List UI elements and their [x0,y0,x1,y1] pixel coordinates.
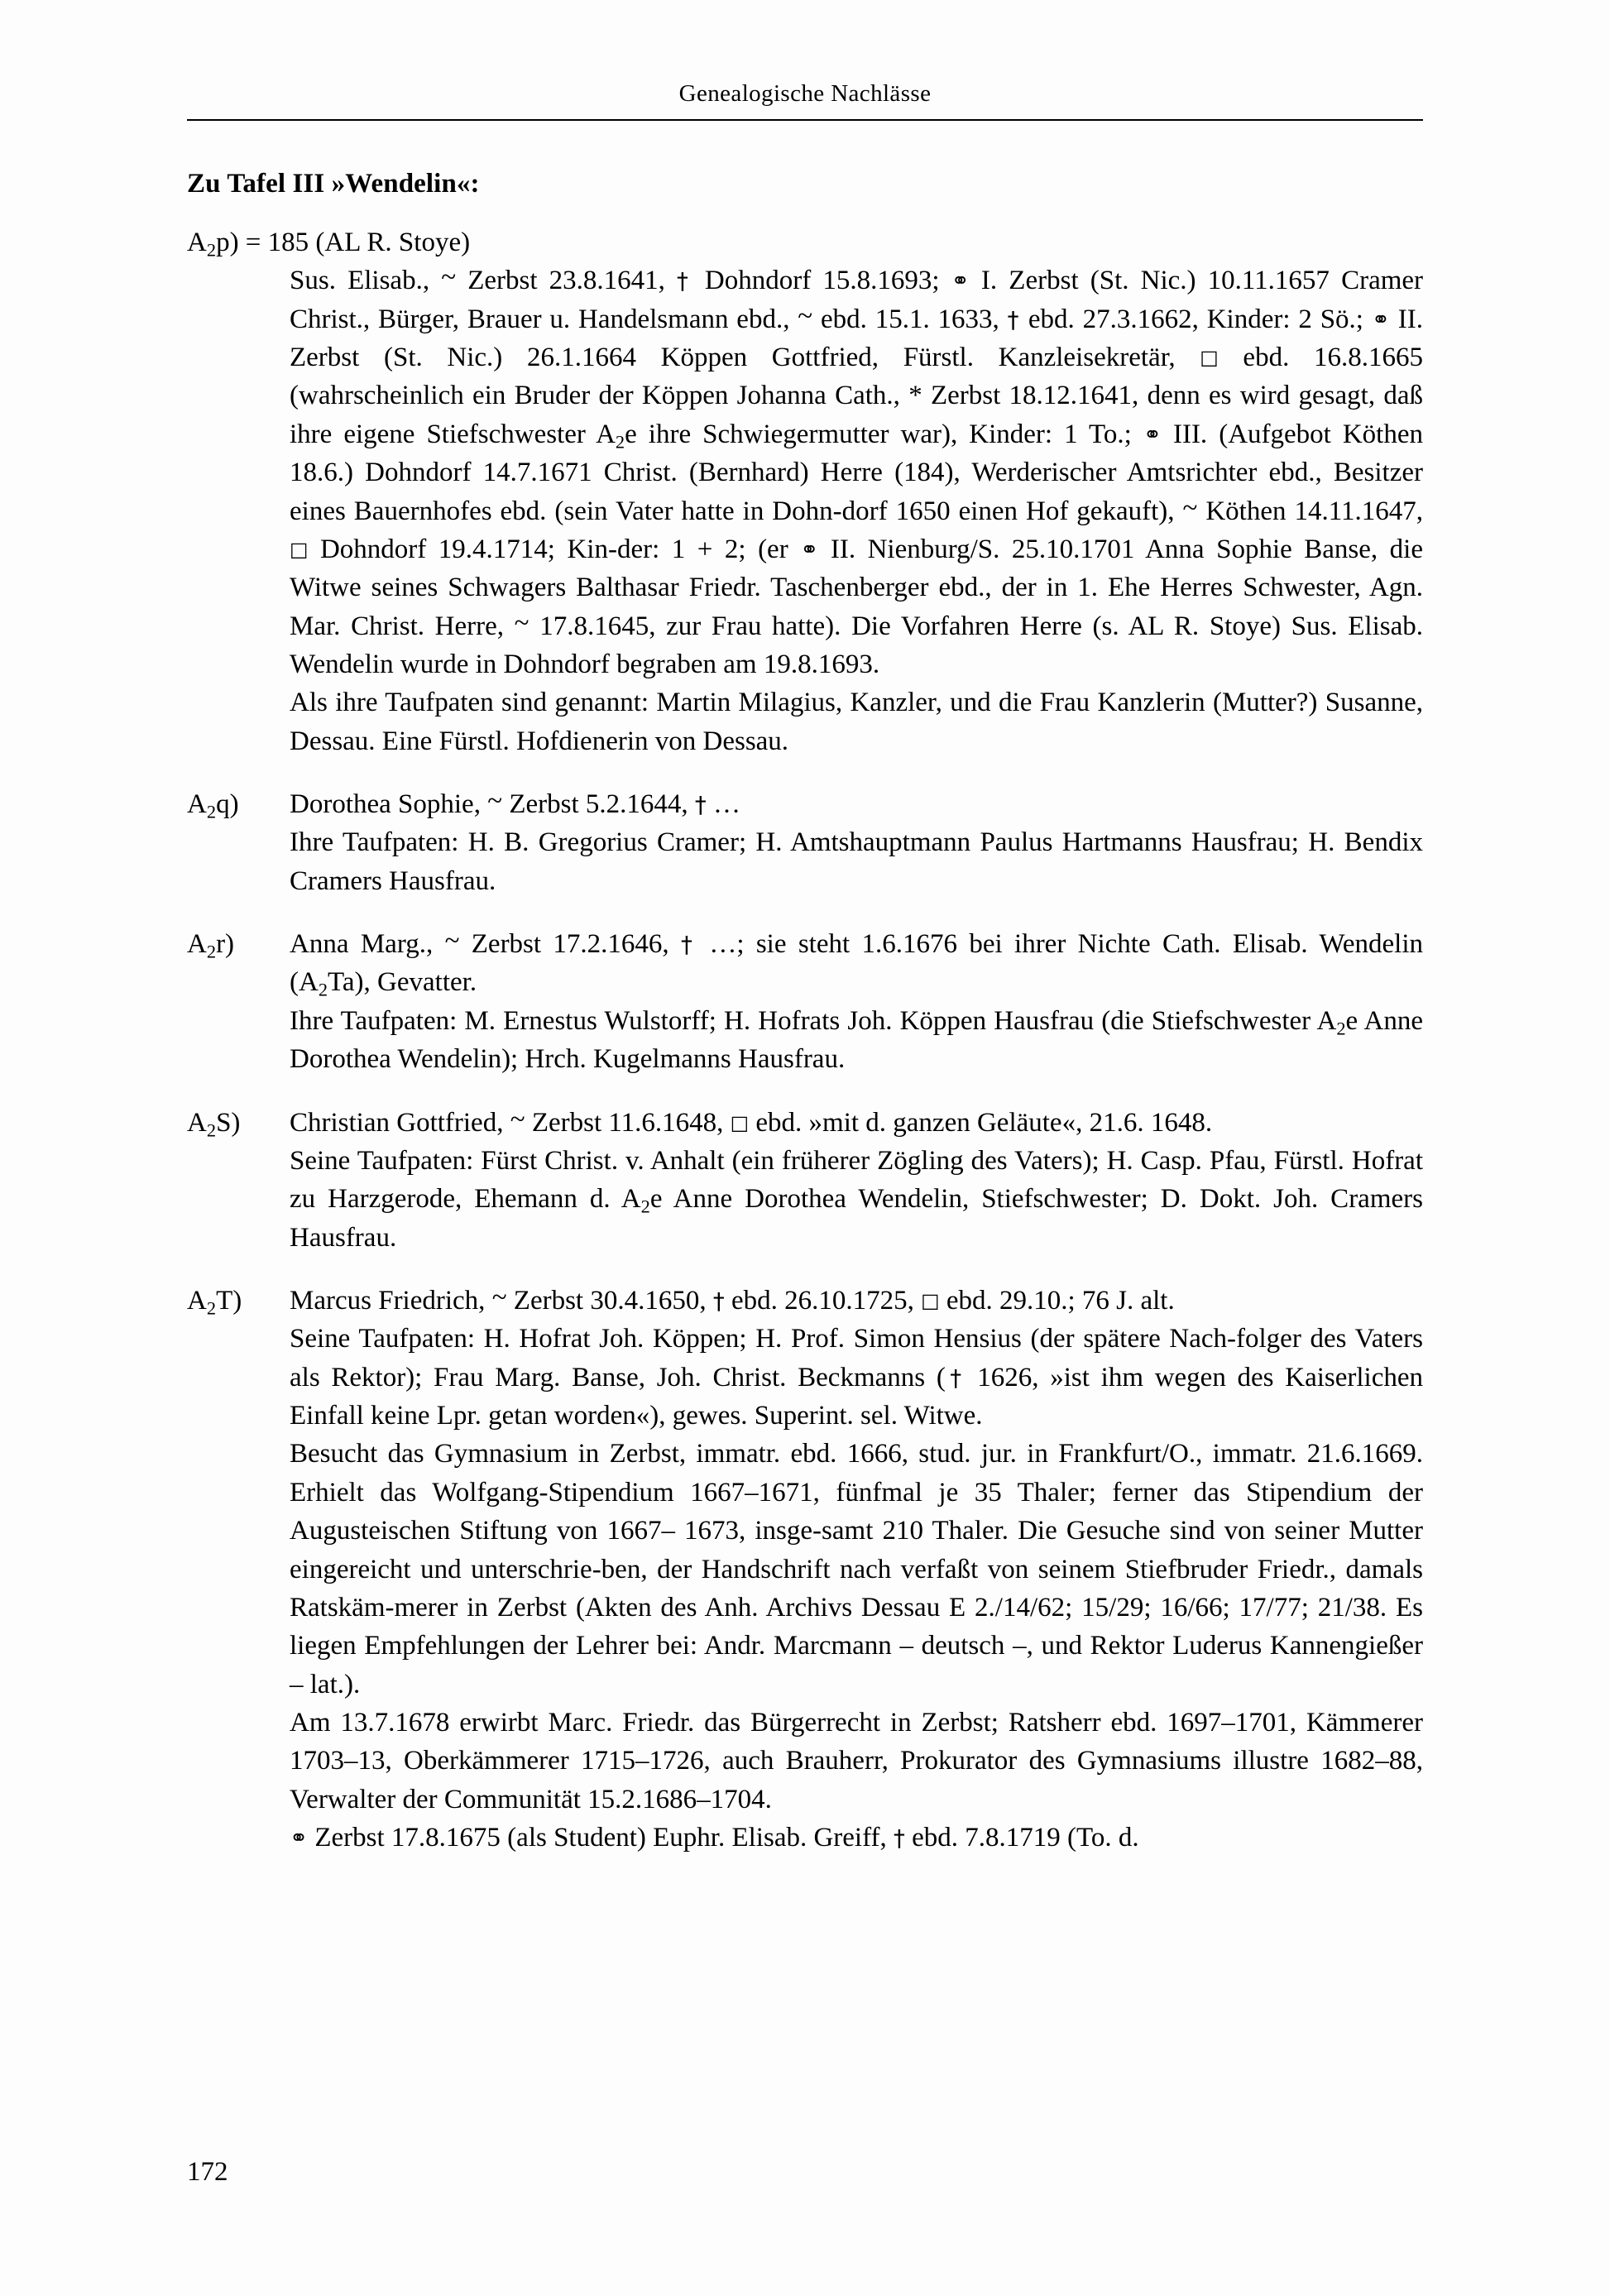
genealogy-symbol: □ [1200,346,1219,370]
entry-spacer [187,1079,1423,1097]
genealogy-symbol: ~ [1182,492,1198,523]
entry-label: $A_2T$) [187,1286,242,1319]
entry-paragraph: Als ihre Taufpaten sind genannt: Martin Milagius, Kanzler, und die Frau Kanzlerin (Mutter?) Susanne, Dessau. Eine Fürstl. Hofdienerin von Dessau. [290,688,1423,756]
genealogy-symbol: † [1007,305,1021,333]
genealogy-symbol: □ [921,1289,940,1313]
genealogy-symbol: ~ [798,300,813,331]
page-number: 172 [187,2157,228,2187]
entry-label: $A_2S$) [187,1107,241,1140]
entry-spacer [187,1257,1423,1275]
subscript-marker: 2 [640,1196,650,1217]
entry-lead-text: Dorothea Sophie, ~ Zerbst 5.2.1644, † … [290,785,1423,823]
genealogy-symbol: † [893,1824,905,1853]
genealogy-symbol: † [945,1364,966,1392]
entry-lead-row [187,1282,1423,1320]
entry-lead-row [187,925,1423,1002]
genealogy-symbol: ⚭ [800,536,819,563]
entry-label: $A_2r$) [187,929,235,962]
subscript-marker: 2 [318,979,328,1000]
entry-lead-row [187,785,1423,823]
subscript-marker: 2 [206,941,217,962]
subscript-marker: 2 [206,1119,217,1140]
running-head: Genealogische Nachlässe [678,80,932,107]
entry-lead-text: Anna Marg., ~ Zerbst 17.2.1646, † …; sie steht 1.6.1676 bei ihrer Nichte Cath. Elisab. Wendelin $(A_2Ta)$, Gevatter. [290,925,1423,1002]
entry-paragraph: Seine Taufpaten: H. Hofrat Joh. Köppen; H. Prof. Simon Hensius (der spätere Nach-folger des Vaters als Rektor); Frau Marg. Banse, Joh. Christ. Beckmanns († 1626, »ist ihm wegen des Kaiserlichen Einfall keine Lpr. getan worden«), gewes. Superint. sel. Witwe. [290,1324,1423,1431]
entry-lead-text: Marcus Friedrich, ~ Zerbst 30.4.1650, † ebd. 26.10.1725, □ ebd. 29.10.; 76 J. alt. [290,1282,1423,1320]
genealogy-symbol: † [677,267,693,295]
genealogy-entry [187,785,1423,918]
genealogy-symbol: ~ [441,262,457,293]
genealogy-entry [187,223,1423,779]
genealogy-symbol: ~ [510,1104,525,1134]
genealogy-symbol: † [712,1287,725,1315]
genealogy-symbol: ⚭ [951,268,970,295]
genealogy-entry [187,925,1423,1096]
entry-paragraph: Besucht das Gymnasium in Zerbst, immatr. ebd. 1666, stud. jur. in Frankfurt/O., immatr. 21.6.1669. Erhielt das Wolfgang-Stipendium 1667–1671, fünfmal je 35 Thaler; ferner das Stipendium der Augusteischen Stiftung von 1667– 1673, insge-samt 210 Thaler. Die Gesuche sind von seiner Mutter eingereicht und unterschrie-ben, der Handschrift nach verfaßt von seinem Stiefbruder Friedr., damals Ratskäm-merer in Zerbst (Akten des Anh. Archivs Dessau E 2./14/62; 15/29; 16/66; 17/77; 21/38. Es liegen Empfehlungen der Lehrer bei: Andr. Marcmann – deutsch –, und Rektor Luderus Kannengießer – lat.). [290,1439,1423,1699]
genealogy-symbol: ~ [487,786,503,817]
entry-paragraph: Sus. Elisab., ~ Zerbst 23.8.1641, † Dohndorf 15.8.1693; ⚭ I. Zerbst (St. Nic.) 10.11.1657 Cramer Christ., Bürger, Brauer u. Handelsmann ebd., ~ ebd. 15.1. 1633, † ebd. 27.3.1662, Kinder: 2 Sö.; ⚭ II. Zerbst (St. Nic.) 26.1.1664 Köppen Gottfried, Fürstl. Kanzleisekretär, □ ebd. 16.8.1665 (wahrscheinlich ein Bruder der Köppen Johanna Cath., * Zerbst 18.12.1641, denn es wird gesagt, daß ihre eigene Stiefschwester $A_2e$ ihre Schwiegermutter war), Kinder: 1 To.; ⚭ III. (Aufgebot Köthen 18.6.) Dohndorf 14.7.1671 Christ. (Bernhard) Herre (184), Werderischer Amtsrichter ebd., Besitzer eines Bauernhofes ebd. (sein Vater hatte in Dohn-dorf 1650 einen Hof gekauft), ~ Köthen 14.11.1647, □ Dohndorf 19.4.1714; Kin-der: 1 + 2; (er ⚭ II. Nienburg/S. 25.10.1701 Anna Sophie Banse, die Witwe seines Schwagers Balthasar Friedr. Taschenberger ebd., der in 1. Ehe Herres Schwester, Agn. Mar. Christ. Herre, ~ 17.8.1645, zur Frau hatte). Die Vorfahren Herre (s. AL R. Stoye) Sus. Elisab. Wendelin wurde in Dohndorf begraben am 19.8.1693. [187,261,1423,683]
header-rule [187,119,1423,121]
subscript-marker: 2 [615,431,625,453]
section-title: Zu Tafel III »Wendelin«: [187,168,480,199]
genealogy-symbol: ~ [514,607,529,638]
subscript-marker: 2 [1336,1018,1346,1039]
entry-list [187,223,1423,1875]
genealogy-entry [187,1104,1423,1275]
subscript-marker: 2 [206,801,217,822]
entry-label: $A_2q$) [187,789,239,822]
page-content [187,79,1423,1881]
entry-paragraph: Ihre Taufpaten: M. Ernestus Wulstorff; H. Hofrats Joh. Köppen Hausfrau (die Stiefschwester $A_2e$ Anne Dorothea Wendelin); Hrch. Kugelmanns Hausfrau. [290,1005,1423,1075]
entry-paragraph: Am 13.7.1678 erwirbt Marc. Friedr. das Bürgerrecht in Zerbst; Ratsherr ebd. 1697–1701, Kämmerer 1703–13, Oberkämmerer 1715–1726, auch Brauherr, Prokurator des Gymnasiums illustre 1682–88, Verwalter der Communität 15.2.1686–1704. [290,1707,1423,1814]
genealogy-symbol: □ [290,537,309,561]
entry-lead-text: Christian Gottfried, ~ Zerbst 11.6.1648, □ ebd. »mit d. ganzen Geläute«, 21.6. 1648. [290,1104,1423,1142]
genealogy-symbol: ⚭ [290,1824,309,1851]
entry-paragraph: Seine Taufpaten: Fürst Christ. v. Anhalt (ein früherer Zögling des Vaters); H. Casp. Pfau, Fürstl. Hofrat zu Harzgerode, Ehemann d. $A_2e$ Anne Dorothea Wendelin, Stiefschwester; D. Dokt. Joh. Cramers Hausfrau. [290,1145,1423,1253]
genealogy-symbol: † [681,931,697,959]
entry-spacer [187,1857,1423,1875]
entry-paragraph: Ihre Taufpaten: H. B. Gregorius Cramer; H. Amtshauptmann Paulus Hartmanns Hausfrau; H. Bendix Cramers Hausfrau. [290,827,1423,896]
genealogy-entry [187,1282,1423,1875]
genealogy-symbol: □ [730,1110,750,1134]
entry-lead-row [187,1104,1423,1142]
genealogy-symbol: † [694,791,707,819]
entry-paragraph: ⚭ Zerbst 17.8.1675 (als Student) Euphr. Elisab. Greiff, † ebd. 7.8.1719 (To. d. [290,1823,1139,1853]
entry-heading: $A_2p) = 185$ (AL R. Stoye) [187,228,471,261]
genealogy-symbol: ~ [444,926,460,956]
subscript-marker: 2 [206,239,217,261]
genealogy-symbol: ~ [491,1282,507,1313]
subscript-marker: 2 [206,1297,217,1319]
entry-spacer [187,760,1423,779]
entry-spacer [187,900,1423,918]
genealogy-symbol: ⚭ [1143,421,1162,448]
genealogy-symbol: ⚭ [1371,306,1390,333]
